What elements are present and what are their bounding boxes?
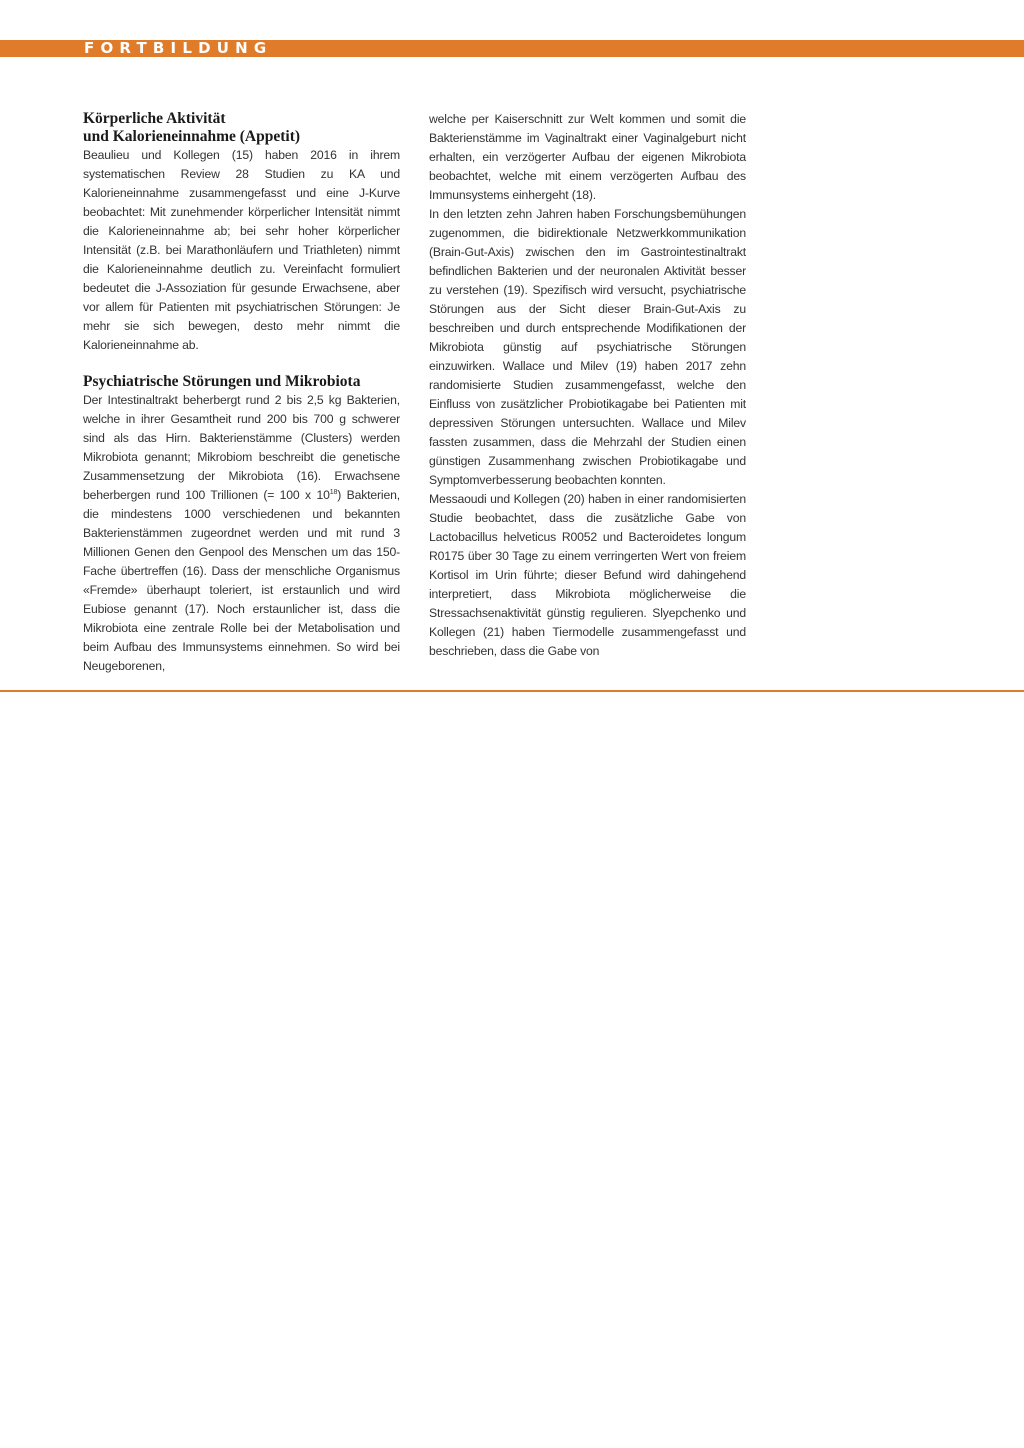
- paragraph-kaiserschnitt: welche per Kaiserschnitt zur Welt kommen und somit die Bakterienstämme im Vaginaltrakt einer Vaginalgeburt nicht erhalten, ein verzögerter Aufbau der eigenen Mikrobiota beobachtet, welche mit einem verzögerten Aufbau des Immunsystems einhergeht (18).: [429, 112, 746, 202]
- heading-psychiatrische-stoerungen: Psychiatrische Störungen und Mikrobiota: [83, 373, 361, 390]
- exponent: 18: [329, 488, 338, 496]
- right-column: [429, 110, 746, 661]
- heading-koerperliche-aktivitaet: [83, 110, 400, 146]
- paragraph-mikrobiota-part2: ) Bakterien, die mindestens 1000 verschiedenen und bekannten Bakterienstämmen zugeordnet werden und mit rund 3 Millionen Genen den Genpool des Menschen um das 150-Fache übertreffen (16). Dass der menschliche Organismus «Fremde» überhaupt toleriert, ist erstaunlich und wird Eubiose genannt (17). Noch erstaunlicher ist, dass die Mikrobiota eine zentrale Rolle bei der Metabolisation und beim Aufbau des Immunsystems einnehmen. So wird bei Neugeborenen,: [83, 488, 400, 673]
- left-column: [83, 110, 400, 676]
- bottom-rule: [0, 690, 1024, 692]
- paragraph-messaoudi: Messaoudi und Kollegen (20) haben in einer randomisierten Studie beobachtet, dass die zusätzliche Gabe von Lactobacillus helveticus R0052 und Bacteroidetes longum R0175 über 30 Tage zu einem verringerten Wert von freiem Kortisol im Urin führte; dieser Befund wird dahingehend interpretiert, dass Mikrobiota möglicherweise die Stressachsenaktivität günstig regulieren. Slyepchenko und Kollegen (21) haben Tiermodelle zusammengefasst und beschrieben, dass die Gabe von: [429, 492, 746, 658]
- section-label: FORTBILDUNG: [84, 39, 273, 57]
- paragraph-mikrobiota: [83, 391, 400, 676]
- paragraph-mikrobiota-part1: Der Intestinaltrakt beherbergt rund 2 bis 2,5 kg Bakterien, welche in ihrer Gesamtheit rund 200 bis 700 g schwerer sind als das Hirn. Bakterienstämme (Clusters) werden Mikrobiota genannt; Mikrobiom beschreibt die genetische Zusammensetzung der Mikrobiota (16). Erwachsene beherbergen rund 100 Trillionen (= 100 x 10: [83, 393, 400, 502]
- paragraph-kalorieneinnahme: Beaulieu und Kollegen (15) haben 2016 in ihrem systematischen Review 28 Studien zu KA und Kalorieneinnahme zusammengefasst und eine J-Kurve beobachtet: Mit zunehmender körperlicher Intensität nimmt die Kalorieneinnahme ab; bei sehr hoher körperlicher Intensität (z.B. bei Marathonläufern und Triathleten) nimmt die Kalorieneinnahme deutlich zu. Vereinfacht formuliert bedeutet die J-Assoziation für gesunde Erwachsene, aber vor allem für Patienten mit psychiatrischen Störungen: Je mehr sie sich bewegen, desto mehr nimmt die Kalorieneinnahme ab.: [83, 148, 400, 352]
- heading-line-1: Körperliche Aktivität: [83, 110, 226, 127]
- heading-line-2: und Kalorieneinnahme (Appetit): [83, 128, 301, 145]
- paragraph-brain-gut-axis: In den letzten zehn Jahren haben Forschungsbemühungen zugenommen, die bidirektionale Netzwerkkommunikation (Brain-Gut-Axis) zwischen den im Gastrointestinaltrakt befindlichen Bakterien und der neuronalen Aktivität besser zu verstehen (19). Spezifisch wird versucht, psychiatrische Störungen aus der Sicht dieser Brain-Gut-Axis zu beschreiben und durch entsprechende Modifikationen der Mikrobiota günstig auf psychiatrische Störungen einzuwirken. Wallace und Milev (19) haben 2017 zehn randomisierte Studien zusammengefasst, welche den Einfluss von zusätzlicher Probiotikagabe bei Patienten mit depressiven Störungen untersuchten. Wallace und Milev fassten zusammen, dass die Mehrzahl der Studien einen günstigen Zusammenhang zwischen Probiotikagabe und Symptomverbesserung beobachten konnten.: [429, 207, 746, 487]
